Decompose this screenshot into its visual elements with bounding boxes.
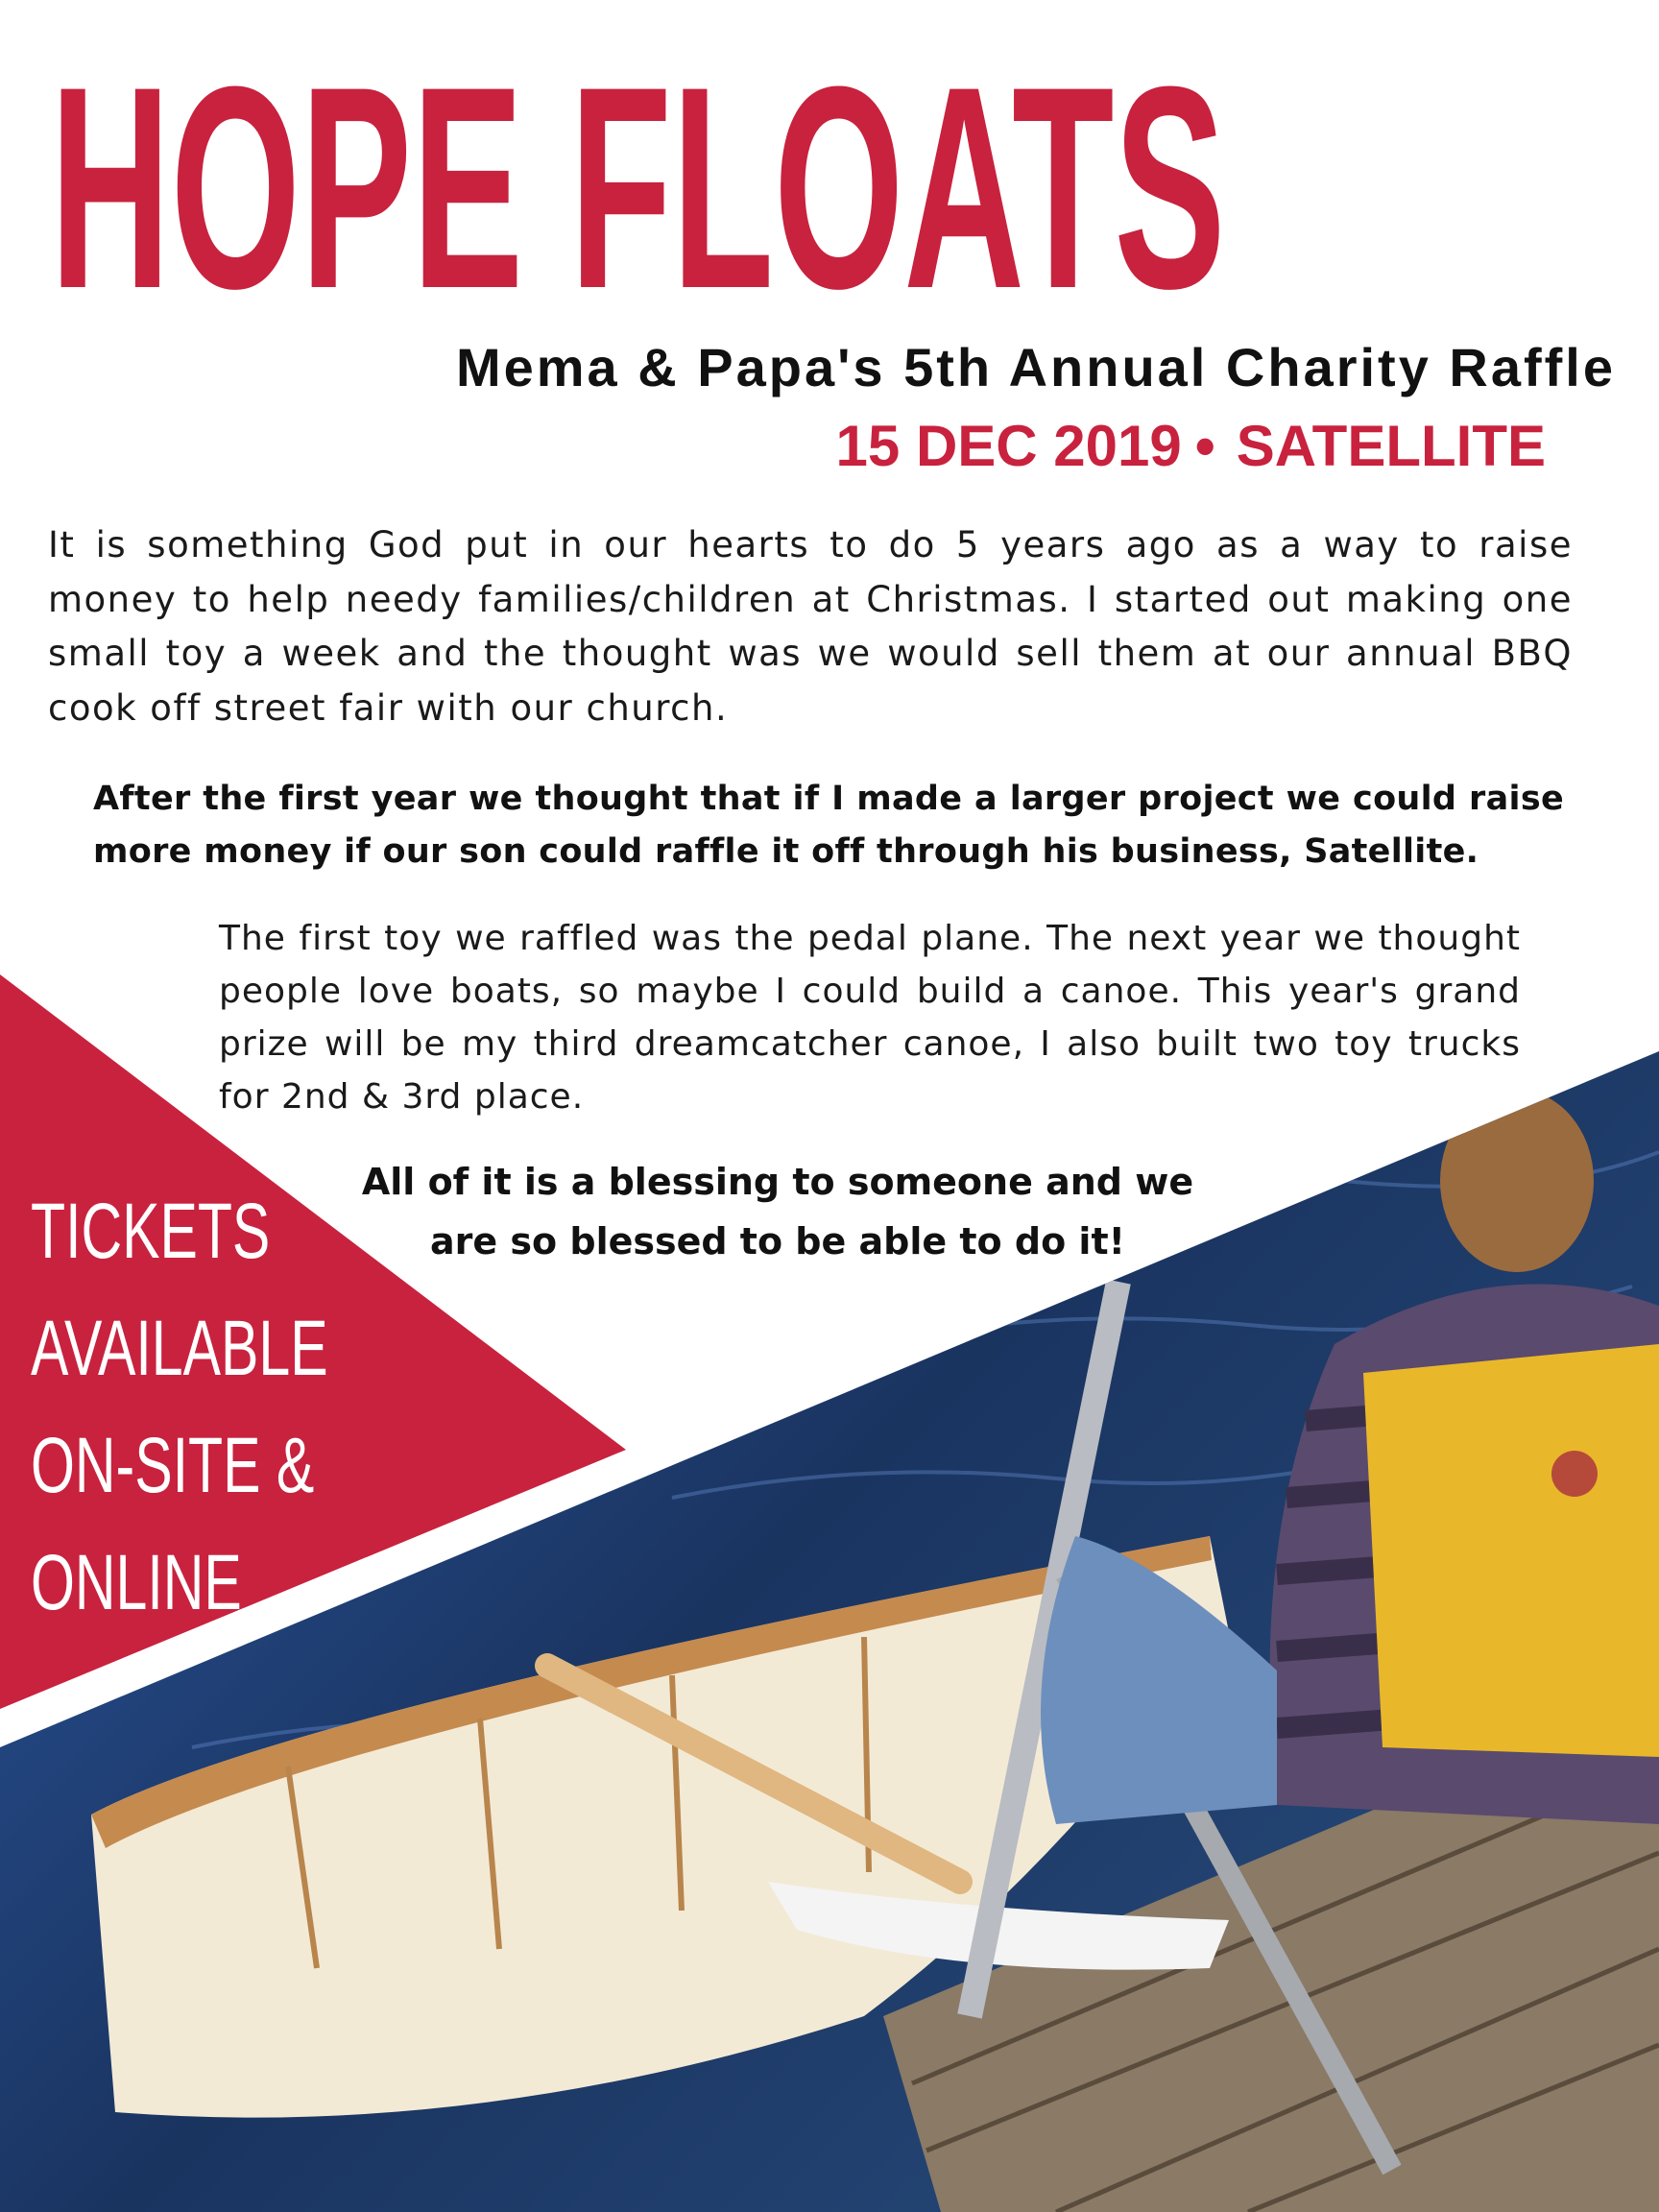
closing-message: All of it is a blessing to someone and we are so blessed to be able to do it! — [361, 1161, 1194, 1262]
prize-paragraph: The first toy we raffled was the pedal plane. The next year we thought people love boats, so maybe I could build a canoe. This year's grand prize will be my third dreamcatcher canoe, I also built two toy trucks for 2nd & 3rd place. — [219, 919, 1521, 1117]
event-date: 15 DEC 2019 — [835, 414, 1182, 478]
history-paragraph: After the first year we thought that if I made a larger project we could raise more money if our son could raffle it off through his business, Satellite. — [93, 780, 1564, 871]
flyer-title: HOPE FLOATS — [50, 26, 1226, 349]
tickets-banner-text — [31, 1173, 328, 1642]
person-jeans — [1041, 1536, 1277, 1824]
event-venue: SATELLITE — [1236, 414, 1546, 478]
event-date-venue — [836, 413, 1546, 479]
tickets-line-1: TICKETS — [31, 1188, 271, 1275]
event-subtitle: Mema & Papa's 5th Annual Charity Raffle — [455, 337, 1616, 397]
life-vest — [1363, 1344, 1659, 1757]
intro-paragraph: It is something God put in our hearts to do 5 years ago as a way to raise money to help needy families/children at Christmas. I started out making one small toy a week and the thought was we would sell them at our annual BBQ cook off street fair with our church. — [48, 524, 1573, 729]
vest-badge — [1551, 1451, 1598, 1497]
tickets-line-4: ONLINE — [31, 1539, 242, 1626]
tickets-line-2: AVAILABLE — [31, 1305, 328, 1392]
date-separator: • — [1194, 414, 1215, 478]
tickets-line-3: ON-SITE & — [31, 1422, 315, 1509]
